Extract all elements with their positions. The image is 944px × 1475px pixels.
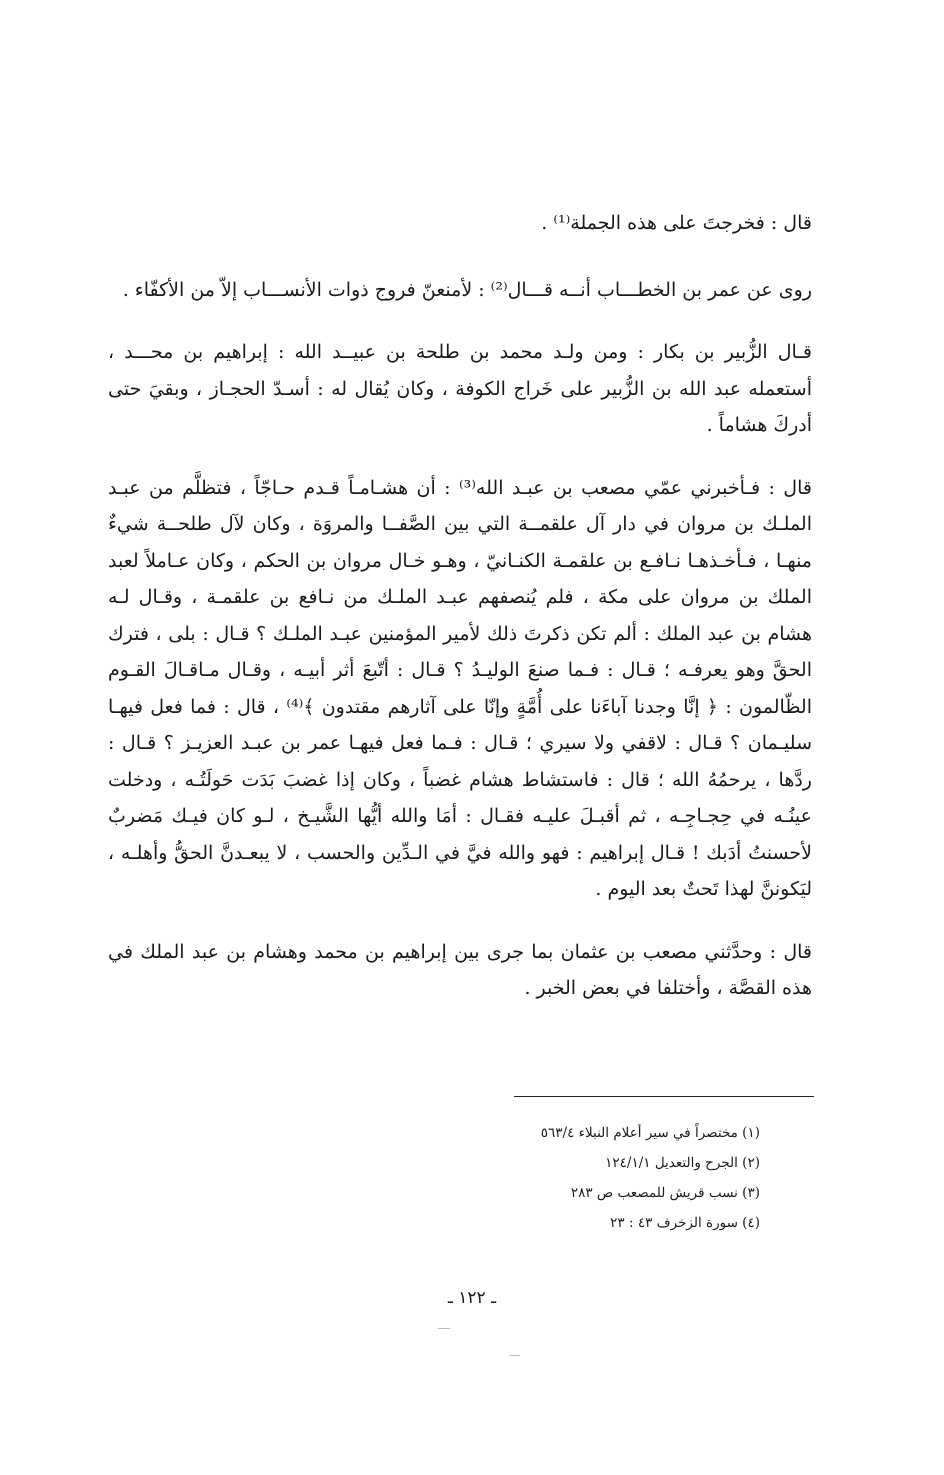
page-number: ـ ١٢٢ ـ [447, 1288, 497, 1308]
footnote-2: (٢) الجرح والتعديل ١٢٤/١/١ [605, 1155, 760, 1171]
paragraph-5: قال : وحدَّثني مصعب بن عثمان بما جرى بين إبراهيم بن محمد وهشام بن عبد الملك في هذه القصَّة ، وأختلفا في بعض الخبر . [108, 940, 812, 999]
page-body [108, 205, 812, 1033]
footnote-4: (٤) سورة الزخرف ٤٣ : ٢٣ [610, 1215, 760, 1231]
footnote-divider [514, 1096, 814, 1097]
scan-speck [510, 1355, 520, 1356]
footnotes [450, 1118, 760, 1238]
paragraph-2: روى عن عمر بن الخطـــاب أنــه قـــال⁽²⁾ : لأمنعنّ فروج ذوات الأنســـاب إلاّ من الأكفّاء . [122, 278, 812, 301]
footnote-3: (٣) نسب قريش للمصعب ص ٢٨٣ [570, 1185, 760, 1201]
paragraph-4: قال : فـأخبرني عمّي مصعب بن عبـد الله⁽³⁾ : أن هشـامـاً قـدم حـاجّاً ، فتظلَّم من عبـد الملـك بن مروان في دار آل علقمــة التي بين الصَّفــا والمروَة ، وكان لآل طلحــة شيءٌ منهـا ، فـأخـذهـا نـافـع بن علقمـة الكنـانيّ ، وهـو خـال مروان بن الحكم ، وكان عـاملاً لعبد الملك بن مروان على مكة ، فلم يُنصفهم عبـد الملـك من نـافع بن علقمـة ، وقـال لـه هشام بن عبد الملك : ألم تكن ذكرتَ ذلك لأمير المؤمنين عبـد الملـك ؟ قـال : بلى ، فترك الحقَّ وهو يعرفـه ؛ قـال : فـما صنعَ الوليـدُ ؟ قـال : أتّبعَ أثر أبيـه ، وقـال مـاقـالَ القـوم الظّالمون : ﴿ إنَّا وجدنا آباءَنا على أُمَّةٍ وإنّا على آثارهم مقتدون ﴾⁽⁴⁾ ، قال : فما فعل فيهـا سليـمان ؟ قـال : لاقفي ولا سيري ؛ قـال : فـما فعل فيهـا عمر بن عبـد العزيـز ؟ قـال : ردَّها ، يرحمُهُ الله ؛ قال : فاستشاط هشام غضباً ، وكان إذا غضبَ بَدَت حَولَتُـه ، ودخلت عينُـه في حِجـاجِـه ، ثم أقبـلَ عليـه فقـال : أمَا والله أيُّها الشَّيـخ ، لـو كان فيـك مَضربٌ لأحسنتُ أدَبك ! قـال إبراهيم : فهو والله فيَّ في الـدِّين والحسب ، لا يبعـدنَّ الحقُّ وأهلـه ، ليَكوننَّ لهذا تَحتٌ بعد اليوم . [108, 476, 812, 900]
paragraph-1: قال : فخرجتَ على هذه الجملة⁽¹⁾ . [541, 212, 812, 234]
paragraph-3: قـال الزُّبير بن بكار : ومن ولـد محمد بن طلحة بن عبيــد الله : إبراهيم بن محـــد ، أستعمله عبد الله بن الزُّبير على خَراج الكوفة ، وكان يُقال له : أسـدّ الحجـاز ، وبقيَ حتى أدركَ هشاماً . [108, 341, 812, 436]
footnote-1: (١) مختصراً في سير أعلام النبلاء ٥٦٣/٤ [540, 1125, 760, 1141]
scan-speck [438, 1328, 450, 1329]
